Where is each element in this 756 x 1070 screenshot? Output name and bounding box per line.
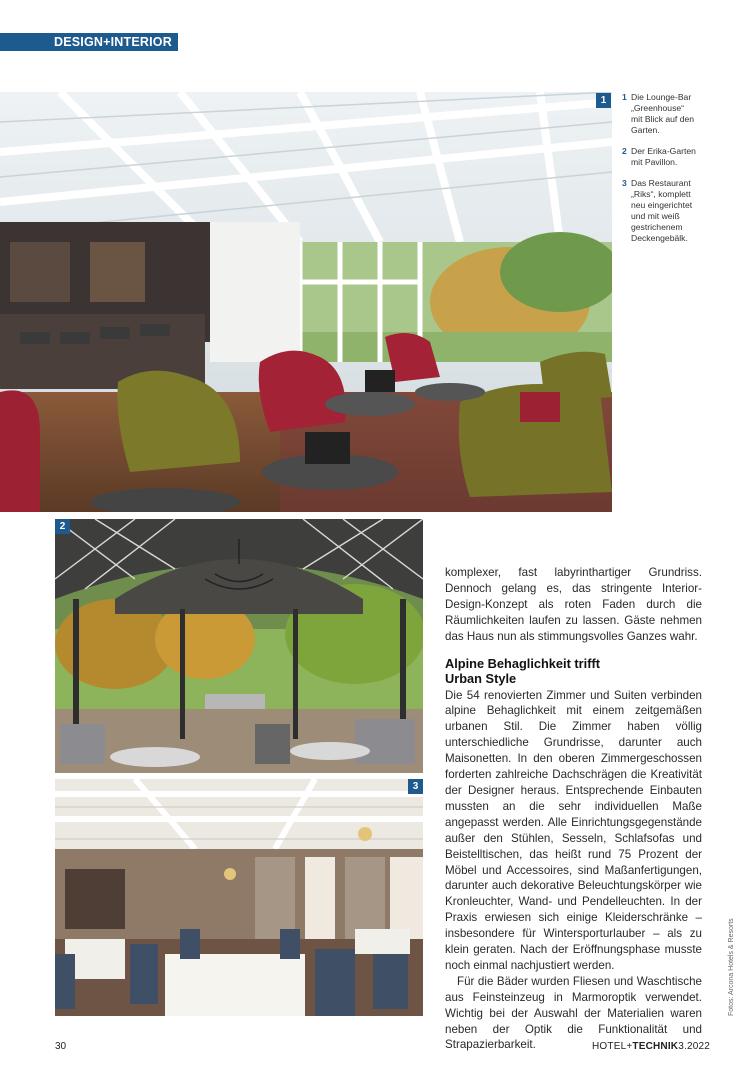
article-subheading: Alpine Behaglichkeit trifft Urban Style [445,655,600,686]
article-paragraph: Die 54 renovierten Zimmer und Suiten verbinden alpine Behaglichkeit mit einem zeitgemäßen urbanen Stil. Die Zimmer haben völlig unterschiedliche Grundrisse, darunter auch Maisonetten. In den oberen Zimmergeschossen forderten zahlreiche Dachschrägen die Kreativität der Designer heraus. Entsprechende Einbauten mussten an die sehr individuellen Maße angepasst werden. Alle Einrichtungsgegenstände außer den Stühlen, Sesseln, Schlafsofas und Beistelltischen, das heißt rund 75 Prozent der Möbel und Accessoires, sind Maßanfertigungen, darunter auch dekorative Beleuchtungskörper wie Kronleuchter, Wand- und Pendelleuchten. In der Praxis erwiesen sich einige Kleiderschränke – insbesondere für Wintersporturlauber – als zu klein geraten. Nach der Eröffnungsphase musste noch einmal nachjustiert werden. [445,688,702,972]
photo-number-badge-1: 1 [596,93,611,108]
photo-number-badge-2: 2 [55,519,70,534]
section-label: DESIGN+INTERIOR [0,33,178,51]
photo-restaurant [55,779,423,1016]
caption-number: 3 [622,178,627,188]
article-paragraph: Für die Bäder wurden Fliesen und Waschtische aus Feinsteinzeug in Marmoroptik verwendet. Wichtig bei der Auswahl der Materialien waren neben der Optik die Funktionalität und Strapazierbarkeit. [445,974,702,1052]
caption-number: 2 [622,146,627,156]
magazine-footer [592,1041,710,1052]
caption-text: Der Erika-Garten mit Pavillon. [631,146,696,167]
photo-garden-pavilion [55,519,423,773]
caption-1 [622,92,740,136]
page-number: 30 [55,1041,67,1052]
magazine-issue: 3.2022 [678,1041,711,1052]
photo-lounge-bar [0,92,612,512]
article-paragraph: komplexer, fast labyrinthartiger Grundriss. Dennoch gelang es, das stringente Interior-Design-Konzept als roten Faden durch die Räumlichkeiten laufen zu lassen. Gäste nehmen das Haus nun als stimmungsvolles Ganzes wahr. [445,566,702,643]
magazine-name-bold: TECHNIK [632,1041,679,1052]
photo-captions [622,92,740,254]
article-body [445,565,702,1053]
photo-number-badge-3: 3 [408,779,423,794]
magazine-name-prefix: HOTEL+ [592,1041,633,1052]
caption-number: 1 [622,92,627,102]
caption-3 [622,178,740,244]
caption-text: Das Restaurant „Riks“, komplett neu eingerichtet und mit weiß gestrichenem Deckengebälk. [631,178,693,243]
caption-text: Die Lounge-Bar „Greenhouse“ mit Blick auf den Garten. [631,92,695,135]
photo-credit: Fotos: Arcona Hotels & Resorts [728,918,735,1016]
caption-2 [622,146,740,168]
